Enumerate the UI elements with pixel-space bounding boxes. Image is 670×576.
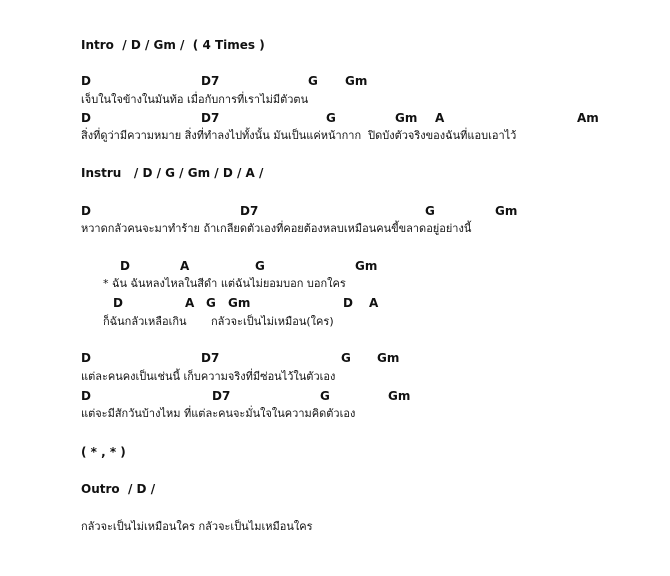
chord: D: [343, 296, 353, 310]
lyric-line: แต่ละคนคงเป็นเช่นนี้ เก็บความจริงที่มีซ่อนไว้ในตัวเอง: [81, 370, 336, 383]
chord: D7: [212, 389, 231, 403]
chord: G: [341, 351, 351, 365]
chord: D: [81, 204, 91, 218]
chord: Gm: [395, 111, 418, 125]
chord: G: [326, 111, 336, 125]
chord: D7: [201, 351, 220, 365]
chord: G: [308, 74, 318, 88]
chord: Gm: [377, 351, 400, 365]
chord: D: [81, 351, 91, 365]
lyric-line: สิ่งที่ดูว่ามีความหมาย สิ่งที่ทำลงไปทั้งนั้น มันเป็นแค่หน้ากาก ปิดบังตัวจริงของฉันที่แอบเอาไว้: [81, 129, 517, 142]
lyric-line: ก็ฉันกลัวเหลือเกิน กลัวจะเป็นไม่เหมือน(ใคร): [103, 315, 334, 328]
chord: A: [369, 296, 379, 310]
chord: G: [320, 389, 330, 403]
lyric-line: * ฉัน ฉันหลงไหลในสีดำ แต่ฉันไม่ยอมบอก บอกใคร: [103, 277, 346, 290]
chord: A: [185, 296, 195, 310]
outro-line: Outro / D /: [81, 482, 156, 496]
ending-lyric: กลัวจะเป็นไม่เหมือนใคร กลัวจะเป็นไมเหมือนใคร: [81, 520, 313, 533]
chord: Gm: [495, 204, 518, 218]
chord: Gm: [355, 259, 378, 273]
instru-line: Instru / D / G / Gm / D / A /: [81, 166, 264, 180]
chord: D7: [201, 74, 220, 88]
chord: D: [120, 259, 130, 273]
chord: A: [180, 259, 190, 273]
chord: D: [113, 296, 123, 310]
chord: Gm: [228, 296, 251, 310]
intro-line: Intro / D / Gm / ( 4 Times ): [81, 38, 265, 52]
chord: D7: [240, 204, 259, 218]
chord: G: [206, 296, 216, 310]
chord: G: [255, 259, 265, 273]
lyric-line: เจ็บในใจข้างในมันท้อ เมื่อกับการที่เราไม่มีตัวตน: [81, 93, 309, 106]
lyric-line: แต่จะมีสักวันบ้างไหม ที่แต่ละคนจะมั่นใจในความคิดตัวเอง: [81, 407, 356, 420]
chord: A: [435, 111, 445, 125]
chord: D: [81, 111, 91, 125]
chord: G: [425, 204, 435, 218]
repeat-marker: ( * , * ): [81, 445, 126, 459]
chord: D7: [201, 111, 220, 125]
chord: D: [81, 389, 91, 403]
chord: D: [81, 74, 91, 88]
chord: Gm: [388, 389, 411, 403]
chord: Am: [577, 111, 599, 125]
lyric-line: หวาดกลัวคนจะมาทำร้าย ถ้าเกลียดตัวเองที่คอยต้องหลบเหมือนคนขี้ขลาดอยู่อย่างนี้: [81, 222, 472, 235]
chord: Gm: [345, 74, 368, 88]
